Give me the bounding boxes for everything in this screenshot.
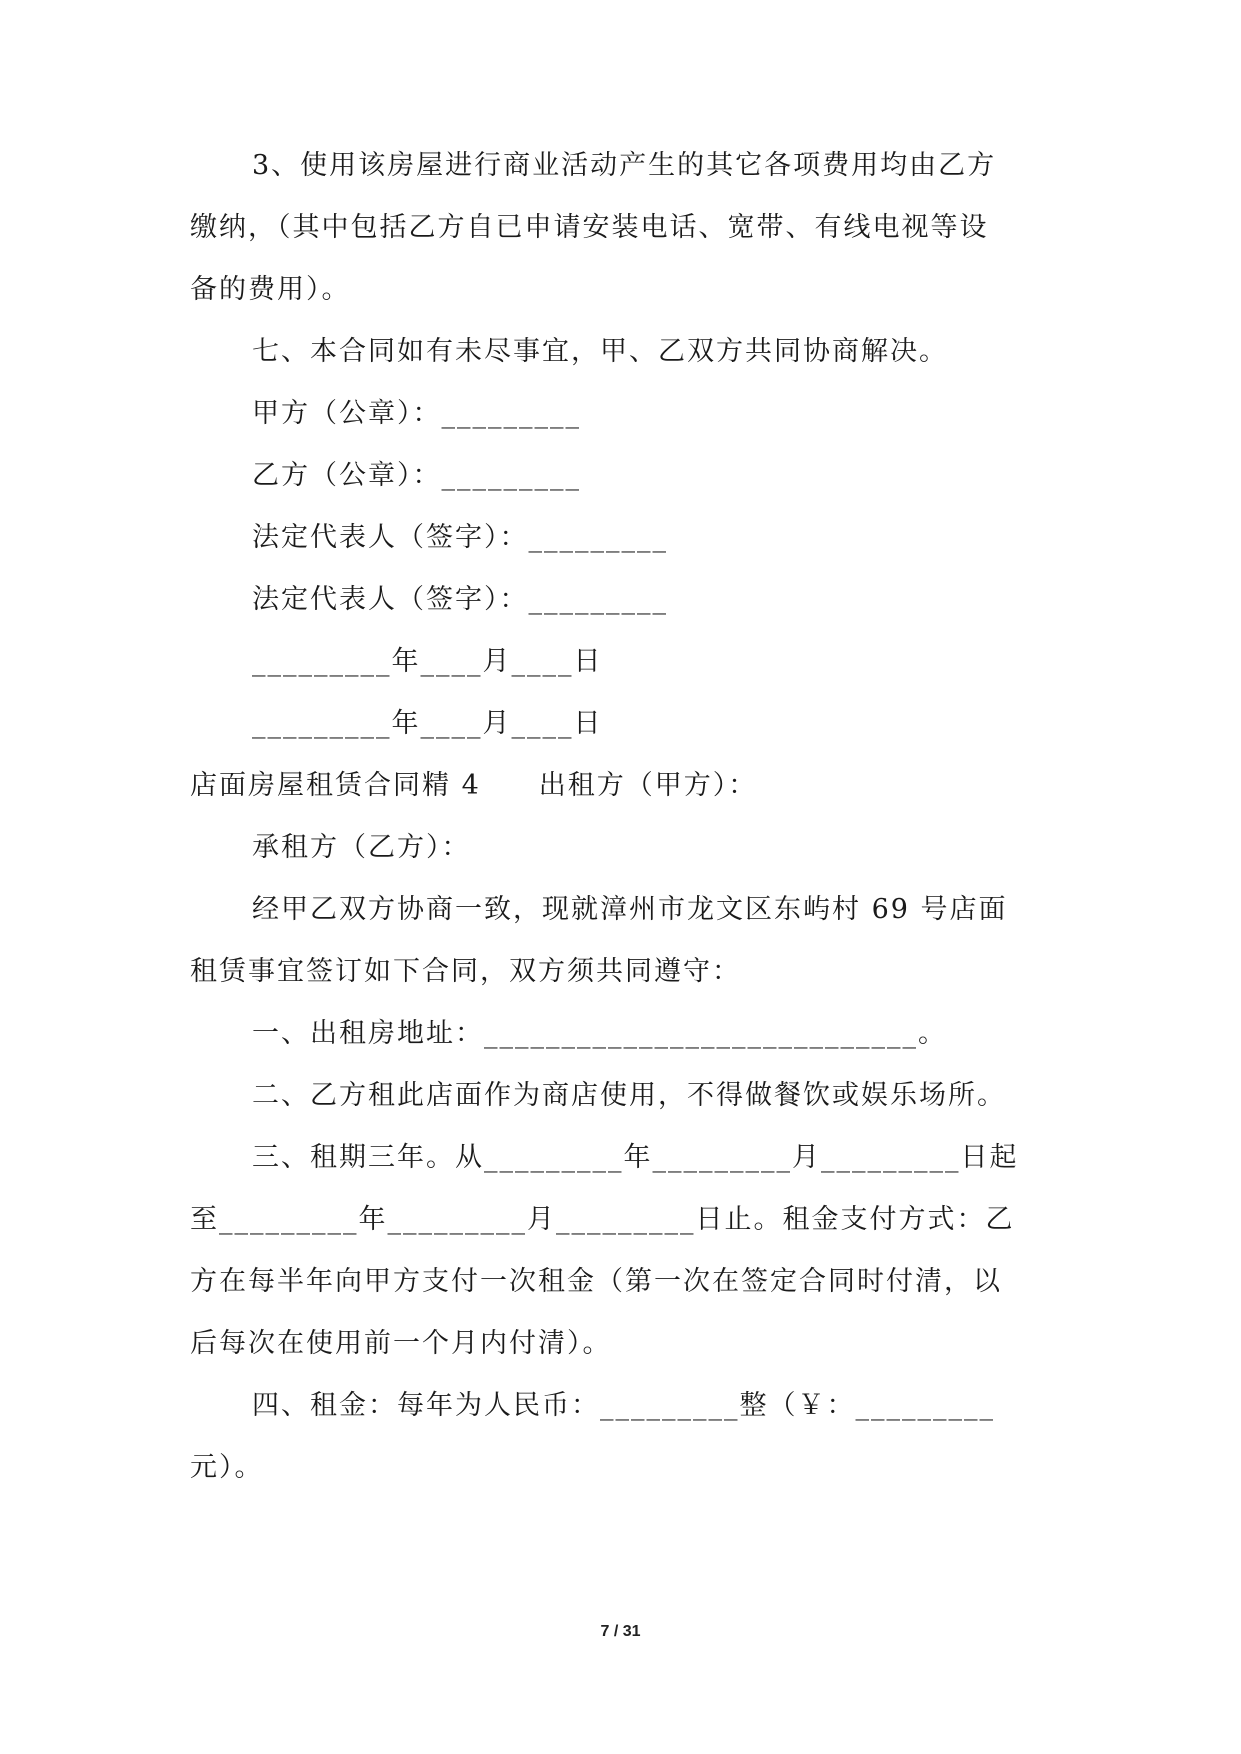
clause-7-unresolved-matters: 七、本合同如有未尽事宜，甲、乙双方共同协商解决。: [252, 336, 948, 367]
clause-3-term-line-1: 三、租期三年。从_________年_________月_________日起: [252, 1142, 1019, 1173]
clause-3-fees-line-3: 备的费用）。: [190, 274, 351, 305]
clause-4-rent-line-1: 四、租金：每年为人民币：_________整（￥：_________: [252, 1390, 995, 1421]
date-line-2: _________年____月____日: [252, 708, 603, 739]
date-line-1: _________年____月____日: [252, 646, 603, 677]
clause-2-usage: 二、乙方租此店面作为商店使用，不得做餐饮或娱乐场所。: [252, 1080, 1006, 1111]
party-a-seal-line: 甲方（公章）：_________: [252, 398, 581, 429]
clause-3-fees-line-2: 缴纳，（其中包括乙方自已申请安装电话、宽带、有线电视等设: [190, 212, 989, 243]
contract-4-heading: 店面房屋租赁合同精 4 出租方（甲方）：: [190, 770, 758, 801]
party-b-seal-line: 乙方（公章）：_________: [252, 460, 581, 491]
clause-1-address: 一、出租房地址：____________________________。: [252, 1018, 947, 1049]
page-number: 7 / 31: [600, 1623, 641, 1640]
preamble-line-2: 租赁事宜签订如下合同，双方须共同遵守：: [190, 956, 741, 987]
lessee-label: 承租方（乙方）：: [252, 832, 471, 863]
legal-rep-signature-line-2: 法定代表人（签字）：_________: [252, 584, 668, 615]
clause-3-term-line-2: 至_________年_________月_________日止。租金支付方式：乙: [190, 1204, 1015, 1235]
preamble-line-1: 经甲乙双方协商一致，现就漳州市龙文区东屿村 69 号店面: [252, 894, 1008, 925]
clause-3-fees-line-1: 3、使用该房屋进行商业活动产生的其它各项费用均由乙方: [252, 150, 997, 181]
legal-rep-signature-line-1: 法定代表人（签字）：_________: [252, 522, 668, 553]
clause-4-rent-line-2: 元）。: [190, 1452, 264, 1483]
clause-3-term-line-3: 方在每半年向甲方支付一次租金（第一次在签定合同时付清，以: [190, 1266, 1002, 1297]
clause-3-term-line-4: 后每次在使用前一个月内付清）。: [190, 1328, 612, 1359]
